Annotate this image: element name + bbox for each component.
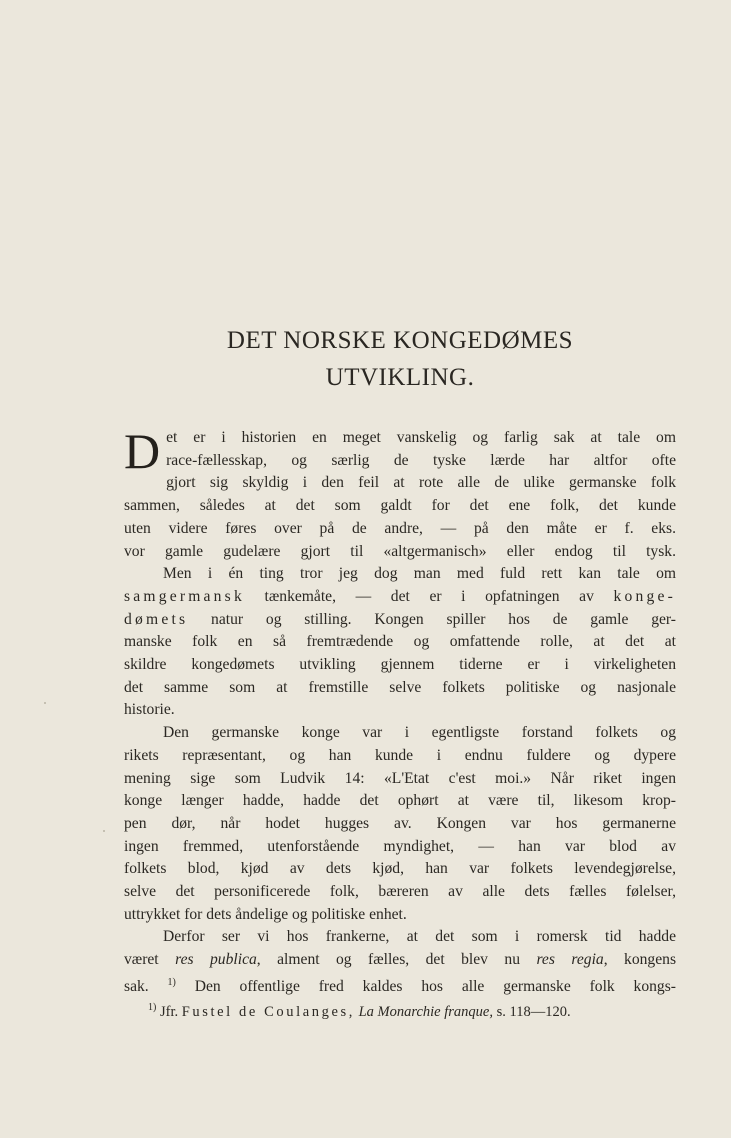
text-line: sammen, således at det som galdt for det ene folk, det kunde (124, 497, 676, 515)
footnote-pages: s. 118—120. (496, 1004, 571, 1020)
italic-phrase: res publica (175, 951, 257, 969)
spaced-word: konge- (613, 587, 676, 605)
text-line: konge længer hadde, hadde det ophørt at være til, likesom krop- (124, 792, 676, 810)
text-line: selve det personificerede folk, bæreren av alle dets fælles følelser, (124, 883, 676, 901)
text-line: mening sige som Ludvik 14: «L'Etat c'est moi.» Når riket ingen (124, 769, 676, 787)
text-line: gjort sig skyldig i den feil at rote alle de ulike germanske folk (166, 474, 676, 492)
text-line-spaced (124, 586, 676, 609)
text-line: race-fællesskap, og særlig de tyske lærde har altfor ofte (166, 451, 676, 469)
text-line: historie. (124, 701, 175, 719)
text-line: uten videre føres over på de andre, — på den måte er f. eks. (124, 519, 676, 537)
text-fragment: tænkemåte, — det er i opfatningen av (244, 587, 614, 605)
text-line: været res publica, alment og fælles, det blev nu res regia, kongens (124, 951, 677, 969)
text-line: pen dør, når hodet hugges av. Kongen var hos germanerne (124, 814, 676, 832)
text-fragment: natur og stilling. Kongen spiller hos de gamle ger- (188, 610, 676, 628)
spaced-word: dømets (124, 610, 189, 628)
paper-speck (103, 830, 105, 832)
text-line-spaced (124, 609, 676, 632)
text-line: Derfor ser vi hos frankerne, at det som i romersk tid hadde (163, 928, 676, 946)
text-line: rikets repræsentant, og han kunde i endnu fuldere og dypere (124, 746, 676, 764)
footnote-ref: 1) (167, 976, 176, 988)
footnote (148, 1002, 676, 1021)
footnote-prefix: Jfr. (159, 1004, 179, 1020)
text-line: manske folk en så fremtrædende og omfattende rolle, at det at (124, 633, 676, 651)
italic-phrase: res regia (536, 951, 604, 969)
text-line: skildre kongedømets utvikling gjennem tiderne er i virkeligheten (124, 656, 676, 674)
body-text (124, 423, 677, 999)
drop-cap: D (124, 423, 161, 479)
text-line: Men i én ting tror jeg dog man med fuld rett kan tale om (163, 565, 676, 583)
chapter-title-line1: DET NORSKE KONGEDØMES (226, 327, 574, 354)
paper-speck (44, 702, 46, 704)
footnote-author: Fustel de Coulanges, (181, 1004, 355, 1020)
text-line: Den germanske konge var i egentligste forstand folkets og (163, 724, 676, 742)
footnote-marker: 1) (148, 1002, 157, 1013)
text-line: uttrykket for dets åndelige og politiske enhet. (124, 905, 407, 923)
text-line: et er i historien en meget vanskelig og farlig sak at tale om (166, 429, 676, 446)
text-line: det samme som at fremstille selve folkets politiske og nasjonale (124, 678, 676, 696)
chapter-title-line2: UTVIKLING. (325, 364, 475, 391)
text-line: ingen fremmed, utenforstående myndighet, — han var blod av (124, 837, 676, 855)
text-line: vor gamle gudelære gjort til «altgermanisch» eller endog til tysk. (124, 542, 676, 560)
footnote-work: La Monarchie franque, (358, 1004, 493, 1020)
text-line: folkets blod, kjød av dets kjød, han var folkets levendegjørelse, (124, 860, 676, 878)
text-line: sak. $^{1)}$ Den offentlige fred kaldes hos alle germanske folk kongs- (124, 976, 676, 995)
spaced-word: samgermansk (124, 587, 245, 605)
